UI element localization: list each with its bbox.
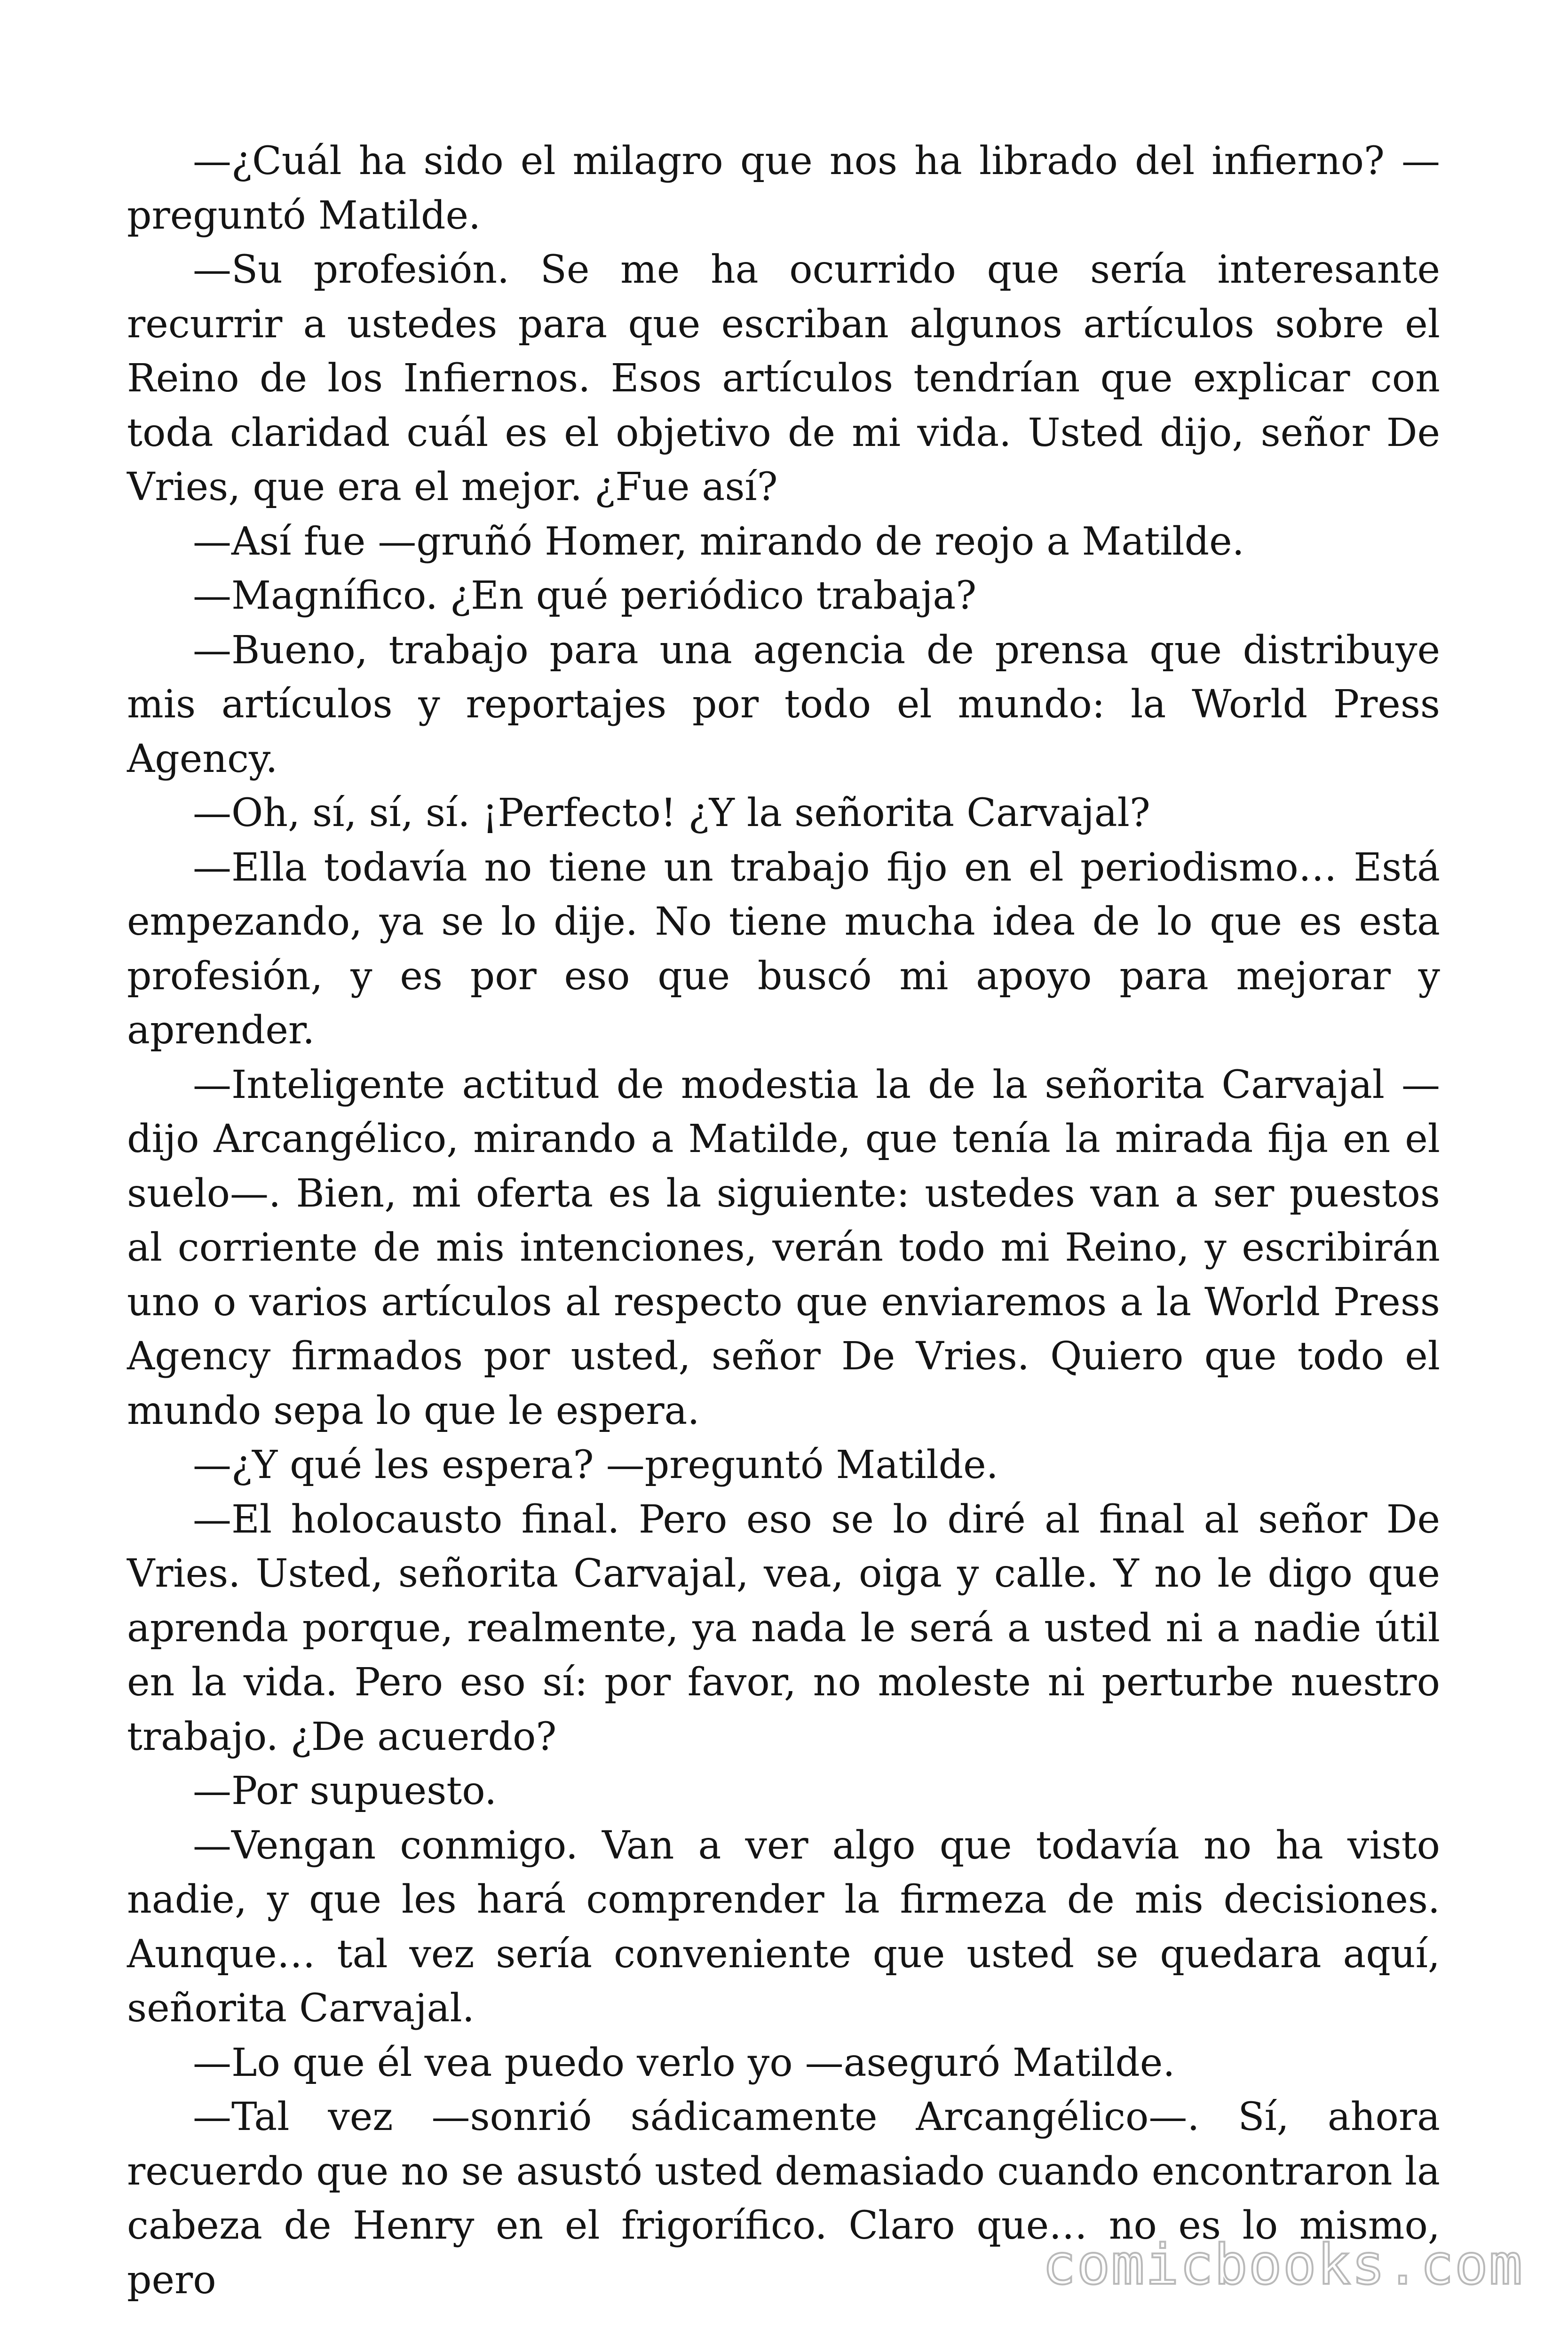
paragraph-12: —Vengan conmigo. Van a ver algo que todavía no ha visto nadie, y que les hará comprender la firmeza de mis decisiones. Aunque… tal vez sería conveniente que usted se quedara aquí, señorita Carvajal. (127, 1823, 1440, 2031)
paragraph-13: —Lo que él vea puedo verlo yo —aseguró Matilde. (193, 2040, 1175, 2085)
book-page-text (127, 134, 1440, 2307)
paragraph-10: —El holocausto final. Pero eso se lo diré al final al señor De Vries. Usted, señorita Carvajal, vea, oiga y calle. Y no le digo que aprenda porque, realmente, ya nada le será a usted ni a nadie útil en la vida. Pero eso sí: por favor, no moleste ni perturbe nuestro trabajo. ¿De acuerdo? (127, 1497, 1440, 1759)
paragraph-3: —Así fue —gruñó Homer, mirando de reojo a Matilde. (193, 519, 1244, 564)
paragraph-6: —Oh, sí, sí, sí. ¡Perfecto! ¿Y la señorita Carvajal? (193, 791, 1150, 835)
paragraph-9: —¿Y qué les espera? —preguntó Matilde. (193, 1443, 998, 1487)
paragraph-1: —¿Cuál ha sido el milagro que nos ha librado del infierno? —preguntó Matilde. (127, 139, 1440, 238)
paragraph-7: —Ella todavía no tiene un trabajo fijo en el periodismo… Está empezando, ya se lo dije. No tiene mucha idea de lo que es esta profesión, y es por eso que buscó mi apoyo para mejorar y aprender. (127, 845, 1440, 1053)
paragraph-8: —Inteligente actitud de modestia la de la señorita Carvajal —dijo Arcangélico, mirando a Matilde, que tenía la mirada fija en el suelo—. Bien, mi oferta es la siguiente: ustedes van a ser puestos al corriente de mis intenciones, verán todo mi Reino, y escribirán uno o varios artículos al respecto que enviaremos a la World Press Agency firmados por usted, señor De Vries. Quiero que todo el mundo sepa lo que le espera. (127, 1062, 1440, 1433)
paragraph-14: —Tal vez —sonrió sádicamente Arcangélico—. Sí, ahora recuerdo que no se asustó usted demasiado cuando encontraron la cabeza de Henry en el frigorífico. Claro que… no es lo mismo, pero (127, 2095, 1440, 2303)
paragraph-4: —Magnífico. ¿En qué periódico trabaja? (193, 573, 977, 618)
paragraph-2: —Su profesión. Se me ha ocurrido que sería interesante recurrir a ustedes para que escriban algunos artículos sobre el Reino de los Infiernos. Esos artículos tendrían que explicar con toda claridad cuál es el objetivo de mi vida. Usted dijo, señor De Vries, que era el mejor. ¿Fue así? (127, 247, 1440, 509)
site-watermark: comicbooks.com (1042, 2232, 1523, 2297)
paragraph-11: —Por supuesto. (193, 1769, 497, 1813)
paragraph-5: —Bueno, trabajo para una agencia de prensa que distribuye mis artículos y reportajes por todo el mundo: la World Press Agency. (127, 628, 1440, 781)
